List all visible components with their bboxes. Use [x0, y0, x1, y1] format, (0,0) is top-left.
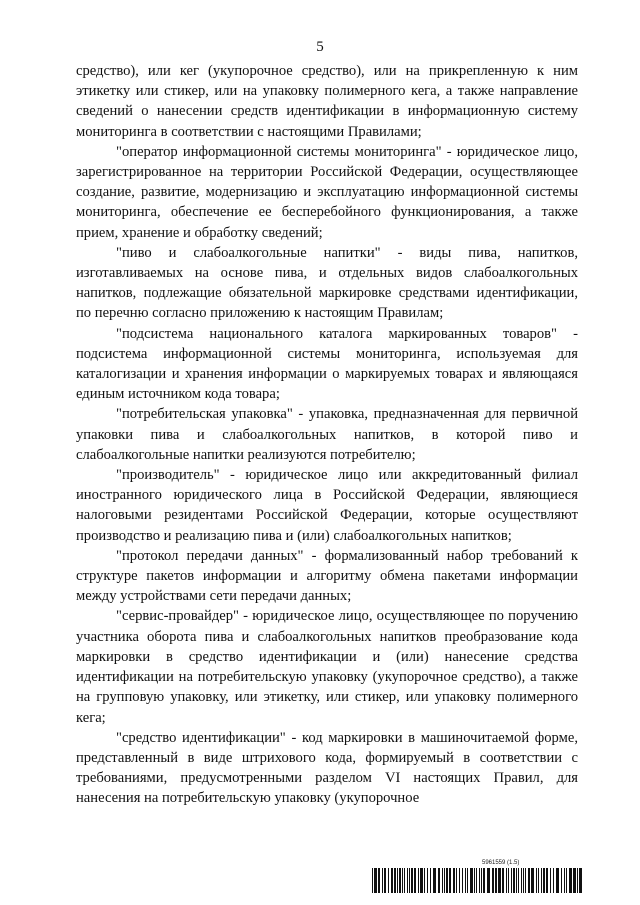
barcode-bar: [399, 868, 401, 893]
barcode-bar: [407, 868, 408, 893]
barcode-bar: [418, 868, 419, 893]
barcode-bar: [550, 868, 551, 893]
barcode-bar: [397, 868, 398, 893]
barcode-bar: [465, 868, 466, 893]
barcode-bar: [498, 868, 501, 893]
barcode-bar: [481, 868, 482, 893]
barcode-bar: [543, 868, 545, 893]
barcode-bar: [453, 868, 455, 893]
barcode-bar: [569, 868, 572, 893]
barcode-bar: [372, 868, 373, 893]
barcode-bar: [516, 868, 517, 893]
barcode-bar: [546, 868, 548, 893]
barcode-bar: [502, 868, 504, 893]
barcode-bar: [538, 868, 539, 893]
barcode-bar: [513, 868, 515, 893]
barcode-bar: [474, 868, 475, 893]
barcode-bar: [382, 868, 383, 893]
paragraph: "производитель" - юридическое лицо или аккредитованный филиал иностранного юридического лица в Российской Федерации, являющиеся налоговыми резидентами Российской Федерации, которые осуществляют производство и реализацию пива и (или) слабоалкогольных напитков;: [76, 467, 578, 544]
barcode-bar: [525, 868, 526, 893]
barcode-bar: [444, 868, 445, 893]
paragraph: "оператор информационной системы мониторинга" - юридическое лицо, зарегистрированное на территории Российской Федерации, осуществляющее создание, развитие, модернизацию и эксплуатацию информационной системы мониторинга, обеспечение ее бесперебойного функционирования, а также прием, хранение и обработку сведений;: [76, 143, 578, 241]
barcode-bar: [523, 868, 524, 893]
barcode-bar: [449, 868, 451, 893]
barcode-bar: [476, 868, 477, 893]
page-number: 5: [316, 39, 324, 55]
barcode-bar: [511, 868, 512, 893]
barcode-bar: [430, 868, 431, 893]
barcode-bar: [521, 868, 522, 893]
barcode-code-label: 5961559 (1.5): [482, 860, 520, 866]
barcode-bar: [459, 868, 460, 893]
barcode-bar: [556, 868, 559, 893]
barcode-bar: [391, 868, 393, 893]
barcode-bar: [492, 868, 494, 893]
barcode-bar: [479, 868, 480, 893]
barcode-bar: [531, 868, 534, 893]
barcode-bar: [456, 868, 457, 893]
barcode-bar: [388, 868, 389, 893]
barcode-bar: [420, 868, 423, 893]
paragraph: "подсистема национального каталога маркированных товаров" - подсистема информационной системы мониторинга, используемая для каталогизации и хранения информации о маркируемых товарах и являющаяся единым источником кода товара;: [76, 325, 578, 403]
barcode-bar: [573, 868, 576, 893]
barcode-bar: [487, 868, 490, 893]
barcode-image: [372, 868, 582, 893]
barcode-bar: [404, 868, 405, 893]
barcode-bar: [378, 868, 380, 893]
barcode-bar: [528, 868, 530, 893]
barcode-bar: [467, 868, 468, 893]
barcode-bar: [564, 868, 565, 893]
barcode-bar: [508, 868, 509, 893]
barcode-bar: [483, 868, 485, 893]
document-body: [76, 61, 578, 809]
paragraph: "средство идентификации" - код маркировки в машиночитаемой форме, представленный в виде штрихового кода, формируемый в соответствии с требованиями, предусмотренными разделом VI настоящих Правил, для нанесения на потребительскую упаковку (укупорочное: [76, 729, 578, 807]
barcode-bar: [470, 868, 473, 893]
barcode-bar: [577, 868, 578, 893]
barcode-bar: [495, 868, 497, 893]
paragraph: средство), или кег (укупорочное средство), или на прикрепленную к ним этикетку или стикер, или на упаковку полимерного кега, а также направление сведений о нанесении средств идентификации в информационную систему мониторинга в соответствии с настоящими Правилами;: [76, 63, 578, 140]
paragraph: "потребительская упаковка" - упаковка, предназначенная для первичной упаковки пива и слабоалкогольных напитков, в которой пиво и слабоалкогольные напитки реализуются потребителю;: [76, 406, 578, 463]
paragraph: "сервис-провайдер" - юридическое лицо, осуществляющее по поручению участника оборота пива и слабоалкогольных напитков преобразование кода маркировки в средство идентификации и (или) нанесение средства идентификации на потребительскую упаковку (укупорочное средство), а также на групповую упаковку, или этикетку, или стикер, или упаковку полимерного кега;: [76, 608, 578, 726]
barcode-bar: [411, 868, 413, 893]
barcode-bar: [384, 868, 386, 893]
barcode-bar: [374, 868, 377, 893]
barcode-bar: [402, 868, 403, 893]
barcode-bar: [536, 868, 537, 893]
barcode-bar: [518, 868, 519, 893]
barcode-bar: [414, 868, 416, 893]
barcode-bar: [394, 868, 396, 893]
paragraph: "пиво и слабоалкогольные напитки" - виды пива, напитков, изготавливаемых на основе пива, и отдельных видов слабоалкогольных напитков, подлежащие обязательной маркировке средствами идентификации, по перечню согласно приложению к настоящим Правилам;: [76, 244, 578, 322]
barcode-bar: [442, 868, 443, 893]
barcode-bar: [506, 868, 507, 893]
barcode-bar: [424, 868, 425, 893]
barcode-bar: [553, 868, 554, 893]
paragraph: "протокол передачи данных" - формализованный набор требований к структуре пакетов информации и алгоритму обмена пакетами информации между устройствами сети передачи данных;: [76, 547, 578, 605]
barcode-bar: [438, 868, 440, 893]
barcode-bar: [541, 868, 542, 893]
barcode-bar: [566, 868, 567, 893]
barcode-bar: [561, 868, 562, 893]
barcode-bar: [427, 868, 428, 893]
barcode-bar: [409, 868, 410, 893]
barcode-bar: [446, 868, 448, 893]
document-barcode: [372, 860, 582, 894]
barcode-bar: [433, 868, 436, 893]
barcode-bar: [462, 868, 463, 893]
barcode-bar: [579, 868, 582, 893]
